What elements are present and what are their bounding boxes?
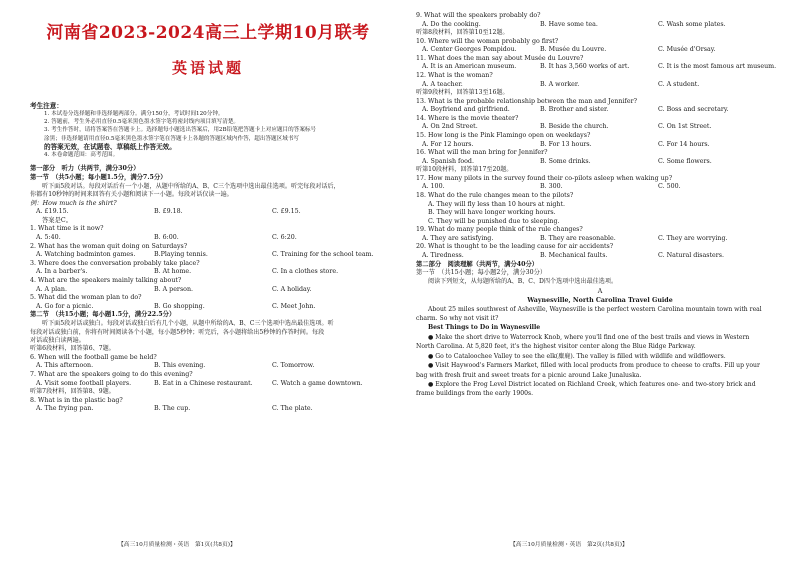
question-12-options <box>416 81 784 90</box>
material-6-note: 听第6段材料，回答第6、7题。 <box>30 345 115 353</box>
option-b: B. Some drinks. <box>540 157 591 165</box>
question-18-option-c: C. They will be punished due to sleeping. <box>428 217 560 225</box>
option-c: C. Some flowers. <box>658 157 712 165</box>
question-2-options <box>30 251 386 260</box>
bullet-4-cont: frame buildings from the early 1900s. <box>416 390 534 398</box>
option-a: A. For 12 hours. <box>422 140 474 148</box>
bullet-2: ● Go to Cataloochee Valley to see the elk(麋鹿). The valley is filled with wildlife and wildflowers. <box>428 352 726 360</box>
question-14-options <box>416 123 784 132</box>
best-things-heading: Best Things to Do in Waynesville <box>428 324 541 332</box>
option-c: C. Boss and secretary. <box>658 106 729 114</box>
option-b: B. At home. <box>154 268 192 276</box>
option-b: B. This evening. <box>154 362 206 370</box>
question-8-options <box>30 405 386 414</box>
part-2-heading: 第二部分 阅读理解（共两节，满分40分） <box>416 260 539 268</box>
option-b: B. Mechanical faults. <box>540 252 608 260</box>
option-a: A. A teacher. <box>422 80 463 88</box>
option-b: B. Beside the church. <box>540 123 609 131</box>
question-15: 15. How long is the Pink Flamingo open on weekdays? <box>416 131 591 139</box>
notice-3-cont: 涂黑；非选择题请用直径0.5毫米黑色墨水签字笔在答题卡上各题的答题区域内作答，超出答题区域书写 <box>44 135 300 142</box>
question-16: 16. What will the man bring for Jennifer? <box>416 149 548 157</box>
notice-4: 4. 本卷命题范围：高考范围。 <box>44 152 119 159</box>
question-11-options <box>416 63 784 72</box>
option-a: A. It is an American museum. <box>422 63 517 71</box>
question-15-options <box>416 141 784 150</box>
bullet-4: ● Explore the Frog Level District located on Richland Creek, which features one- and two-story brick and <box>428 380 756 388</box>
option-c: C. For 14 hours. <box>658 140 710 148</box>
section-2-heading: 第二节 （共15小题；每小题1.5分，满分22.5分） <box>30 311 176 319</box>
question-5: 5. What did the woman plan to do? <box>30 294 142 302</box>
notice-bold: 的答案无效，在试题卷、草稿纸上作答无效。 <box>44 142 176 151</box>
bullet-3-cont: bag with fresh fruit and sweet treats for a picnic around Lake Junaluska. <box>416 371 642 379</box>
option-b: B. Musée du Louvre. <box>540 46 607 54</box>
option-a: A. Do the cooking. <box>422 20 481 28</box>
question-18: 18. What do the rule changes mean to the pilots? <box>416 191 574 199</box>
question-4-options <box>30 286 386 295</box>
option-b: B. A person. <box>154 285 194 293</box>
option-a: A. 5:40. <box>36 234 61 241</box>
option-a: A. Center Georges Pompidou. <box>422 46 517 54</box>
option-b: B. It has 3,560 works of art. <box>540 63 630 71</box>
question-4: 4. What are the speakers mainly talking about? <box>30 276 182 284</box>
section-1-desc-cont: 你都有10秒钟的时间来回答有关小题和阅读下一小题。每段对话仅读一遍。 <box>30 191 233 199</box>
option-b: B.Playing tennis. <box>154 251 208 259</box>
option-c: C. Training for the school team. <box>272 251 374 259</box>
option-c: C. On 1st Street. <box>658 123 712 131</box>
question-17-options <box>416 183 784 192</box>
exam-subtitle: 英语试题 <box>171 59 244 77</box>
option-a: A. This afternoon. <box>36 362 94 370</box>
option-b: B. 300. <box>540 183 563 191</box>
option-c: C. A student. <box>658 80 700 88</box>
option-a: A. Tiredness. <box>422 252 464 260</box>
option-c: C. 6:20. <box>272 234 297 241</box>
question-19-options <box>416 235 784 244</box>
option-b: B. The cup. <box>154 405 191 413</box>
question-7: 7. What are the speakers going to do this evening? <box>30 370 193 378</box>
page-footer: 【高三10月质量检测・英语 第2页(共8页)】 <box>510 542 628 548</box>
section-3-heading: 第一节 （共15小题；每小题2分，满分30分） <box>416 269 547 277</box>
option-a: A. The frying pan. <box>36 405 94 413</box>
question-9-options <box>416 21 784 30</box>
section-3-desc: 阅读下列短文，从每题所给的A、B、C、D四个选项中选出最佳选项。 <box>428 278 618 286</box>
material-8-note: 听第8段材料，回答第10至12题。 <box>416 29 509 37</box>
question-18-option-a: A. They will fly less than 10 hours at night. <box>428 200 566 208</box>
question-1: 1. What time is it now? <box>30 225 104 233</box>
option-a: A. On 2nd Street. <box>422 123 478 131</box>
section-1-heading: 第一节 （共5小题；每小题1.5分，满分7.5分） <box>30 174 167 182</box>
question-10: 10. Where will the woman probably go first? <box>416 37 559 45</box>
bullet-1: ● Make the short drive to Waterrock Knob, where you'll find one of the best trails and views in Western <box>428 333 750 341</box>
option-c: C. A holiday. <box>272 285 312 293</box>
option-b: B. Have some tea. <box>540 20 598 28</box>
option-a: A. 100. <box>422 183 445 191</box>
option-b: B. £9.18. <box>154 208 183 216</box>
question-11: 11. What does the man say about Musée du Louvre? <box>416 54 584 62</box>
question-6: 6. When will the football game be held? <box>30 353 157 361</box>
option-c: C. Natural disasters. <box>658 252 724 260</box>
option-a: A. Go for a picnic. <box>36 302 94 310</box>
question-13-options <box>416 106 784 115</box>
exam-title: 河南省2023-2024高三上学期10月联考 <box>46 23 370 43</box>
question-2: 2. What has the woman quit doing on Saturdays? <box>30 242 188 250</box>
option-a: A. Visit some football players. <box>36 379 132 387</box>
option-c: C. The plate. <box>272 405 313 413</box>
option-a: A. £19.15. <box>36 208 69 216</box>
option-b: B. They are reasonable. <box>540 234 616 242</box>
option-c: C. Watch a game downtown. <box>272 379 363 387</box>
passage-para-1-cont: charm. So why not visit it? <box>416 315 499 323</box>
notice-1: 1. 本试卷分选择题和非选择题两部分。满分150分，考试时间120分钟。 <box>44 111 224 117</box>
material-9-note: 听第9段材料，回答第13至16题。 <box>416 89 509 97</box>
option-a: A. Spanish food. <box>422 157 474 165</box>
section-1-desc: 听下面5段对话。每段对话后有一个小题，从题中所给的A、B、C三个选项中选出最佳选项。听完每段对话后， <box>42 182 340 190</box>
bullet-3: ● Visit Haywood's Farmers Market, filled with local products from produce to cheese to crafts. Fill up your <box>428 362 760 370</box>
option-b: B. A worker. <box>540 80 580 88</box>
option-a: A. Watching badminton games. <box>36 251 136 259</box>
question-8: 8. What is in the plastic bag? <box>30 396 123 404</box>
question-19: 19. What do many people think of the rule changes? <box>416 226 583 234</box>
example-question: 例：How much is the shirt? <box>30 199 117 207</box>
material-10-note: 听第10段材料，回答第17至20题。 <box>416 166 513 174</box>
example-options <box>30 208 386 217</box>
option-c: C. In a clothes store. <box>272 268 339 276</box>
question-12: 12. What is the woman? <box>416 71 493 79</box>
question-10-options <box>416 46 784 55</box>
option-a: A. In a barber's. <box>36 268 88 276</box>
question-3: 3. Where does the conversation probably take place? <box>30 259 200 267</box>
option-b: B. 6:00. <box>154 234 179 241</box>
question-6-options <box>30 362 386 371</box>
bullet-1-cont: North Carolina. At 5,820 feet, it's the highest visitor center along the Blue Ridge Parkway. <box>416 343 696 351</box>
section-2-desc-cont: 每段对话或独白前，你将有时间阅读各个小题，每小题5秒钟；听完后，各小题将给出5秒钟的作答时间。每段 <box>30 328 325 336</box>
question-20-options <box>416 252 784 261</box>
question-13: 13. What is the probable relationship between the man and Jennifer? <box>416 97 637 105</box>
option-c: C. They are worrying. <box>658 234 728 242</box>
option-b: B. For 13 hours. <box>540 140 592 148</box>
option-c: C. Tomorrow. <box>272 362 315 370</box>
part-1-heading: 第一部分 听力（共两节，满分30分） <box>30 165 140 173</box>
question-18-option-b: B. They will have longer working hours. <box>428 209 556 217</box>
option-c: C. £9.15. <box>272 208 301 216</box>
question-1-options <box>30 234 386 243</box>
section-2-desc-end: 对话或独白读两遍。 <box>30 336 85 344</box>
material-7-note: 听第7段材料，回答第8、9题。 <box>30 388 115 396</box>
notice-3: 3. 考生作答时，请将答案答在答题卡上。选择题每小题选出答案后，用2B铅笔把答题卡上对应题目的答案标号 <box>44 127 317 134</box>
option-c: C. Wash some plates. <box>658 20 726 28</box>
option-a: A. They are satisfying. <box>422 234 494 242</box>
option-c: C. Meet John. <box>272 302 316 310</box>
example-answer: 答案是C。 <box>42 216 73 224</box>
question-17: 17. How many pilots in the survey found their co-pilots asleep when waking up? <box>416 174 673 182</box>
option-b: B. Go shopping. <box>154 302 205 310</box>
passage-letter: A <box>597 287 603 295</box>
option-b: B. Eat in a Chinese restaurant. <box>154 379 253 387</box>
question-9: 9. What will the speakers probably do? <box>416 12 541 19</box>
option-c: C. It is the most famous art museum. <box>658 63 777 71</box>
question-7-options <box>30 380 386 389</box>
option-c: C. Musée d'Orsay. <box>658 46 716 54</box>
passage-para-1: About 25 miles southwest of Asheville, Waynesville is the perfect western Carolina mountain town with real <box>428 305 762 313</box>
option-b: B. Brother and sister. <box>540 106 609 114</box>
passage-title: Waynesville, North Carolina Travel Guide <box>527 296 673 304</box>
option-a: A. Boyfriend and girlfriend. <box>422 106 510 114</box>
page-footer: 【高三10月质量检测・英语 第1页(共8页)】 <box>118 542 236 548</box>
option-a: A. A plan. <box>36 285 67 293</box>
question-20: 20. What is thought to be the leading cause for air accidents? <box>416 243 614 251</box>
notice-2: 2. 答题前，考生务必用直径0.5毫米黑色墨水签字笔将密封线内项目填写清楚。 <box>44 119 240 126</box>
option-c: C. 500. <box>658 183 681 191</box>
notice-heading: 考生注意： <box>30 102 63 110</box>
section-2-desc: 听下面5段对话或独白。每段对话或独白后有几个小题，从题中所给的A、B、C三个选项中选出最佳选项。听 <box>42 320 334 328</box>
question-3-options <box>30 268 386 277</box>
question-14: 14. Where is the movie theater? <box>416 114 519 122</box>
page-right <box>400 0 794 562</box>
